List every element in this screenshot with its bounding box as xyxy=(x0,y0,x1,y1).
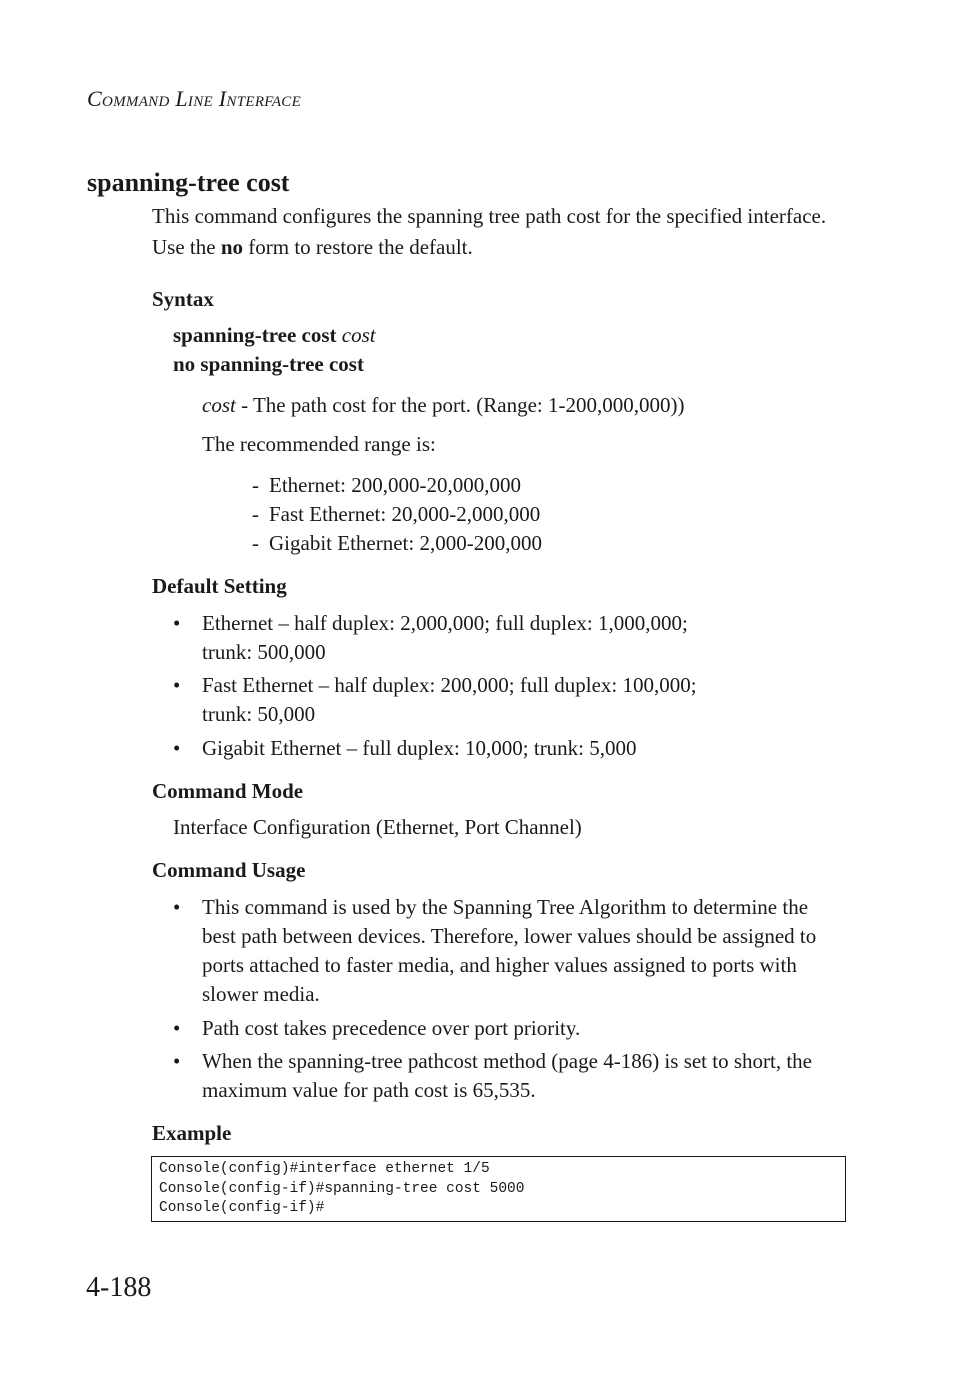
bullet: • xyxy=(173,736,181,760)
usage-item-text: When the spanning-tree pathcost method (page 4-186) is set to short, the maximum value for path cost is 65,535. xyxy=(202,1049,813,1102)
usage-item xyxy=(0,1047,954,1107)
default-item xyxy=(0,671,954,731)
example-heading: Example xyxy=(152,1121,232,1145)
syntax-heading: Syntax xyxy=(152,287,214,311)
default-item-line: Fast Ethernet – half duplex: 200,000; full duplex: 100,000; xyxy=(202,673,697,697)
range-dash: - xyxy=(252,502,259,526)
bullet: • xyxy=(173,1049,181,1073)
bullet: • xyxy=(173,895,181,919)
parameter-name: cost xyxy=(202,393,236,417)
range-item: Ethernet: 200,000-20,000,000 xyxy=(269,473,521,497)
default-item-line: Gigabit Ethernet – full duplex: 10,000; trunk: 5,000 xyxy=(202,736,637,760)
page-number: 4-188 xyxy=(86,1272,152,1303)
description-text-1: This command configures the spanning tree path cost for the specified interface. Use the xyxy=(152,204,827,259)
syntax-parameter: cost xyxy=(341,323,376,347)
bullet: • xyxy=(173,673,181,697)
range-dash: - xyxy=(252,473,259,497)
recommended-range-intro: The recommended range is: xyxy=(202,432,436,456)
range-item: Gigabit Ethernet: 2,000-200,000 xyxy=(269,531,542,555)
default-item-text xyxy=(202,609,847,667)
bullet: • xyxy=(173,611,181,635)
syntax-command: spanning-tree cost xyxy=(173,323,337,347)
default-setting-heading: Default Setting xyxy=(152,574,287,598)
code-line: Console(config)#interface ethernet 1/5 xyxy=(159,1161,490,1177)
syntax-line-1 xyxy=(173,323,376,348)
command-mode-heading: Command Mode xyxy=(152,779,304,803)
bullet: • xyxy=(173,1016,181,1040)
default-item-line: trunk: 50,000 xyxy=(202,702,316,726)
command-title: spanning-tree cost xyxy=(87,168,290,197)
description-text-2: form to restore the default. xyxy=(243,235,473,259)
command-mode-text: Interface Configuration (Ethernet, Port Channel) xyxy=(173,815,582,839)
default-item-line: trunk: 500,000 xyxy=(202,640,326,664)
syntax-line-2: no spanning-tree cost xyxy=(173,352,364,376)
code-line: Console(config-if)# xyxy=(159,1200,325,1216)
default-item xyxy=(0,734,954,764)
default-item xyxy=(0,609,954,669)
usage-item xyxy=(0,893,954,1011)
default-item-line: Ethernet – half duplex: 2,000,000; full duplex: 1,000,000; xyxy=(202,611,688,635)
parameter-text: - The path cost for the port. (Range: 1-200,000,000)) xyxy=(235,393,685,417)
usage-item xyxy=(0,1014,954,1044)
description-keyword: no xyxy=(220,235,244,259)
command-description xyxy=(152,201,842,263)
range-item: Fast Ethernet: 20,000-2,000,000 xyxy=(269,502,541,526)
parameter-description xyxy=(202,393,685,418)
running-header: Command Line Interface xyxy=(87,86,302,111)
code-line: Console(config-if)#spanning-tree cost 5000 xyxy=(159,1180,525,1197)
example-code-box xyxy=(151,1156,846,1222)
default-item-text xyxy=(202,671,847,729)
range-dash: - xyxy=(252,531,259,555)
usage-item-text: This command is used by the Spanning Tree Algorithm to determine the best path between devices. Therefore, lower values should be assigned to ports attached to faster media, and higher values assigned to ports with slower media. xyxy=(202,895,817,1006)
command-usage-heading: Command Usage xyxy=(152,858,306,882)
usage-item-text: Path cost takes precedence over port priority. xyxy=(202,1016,581,1040)
